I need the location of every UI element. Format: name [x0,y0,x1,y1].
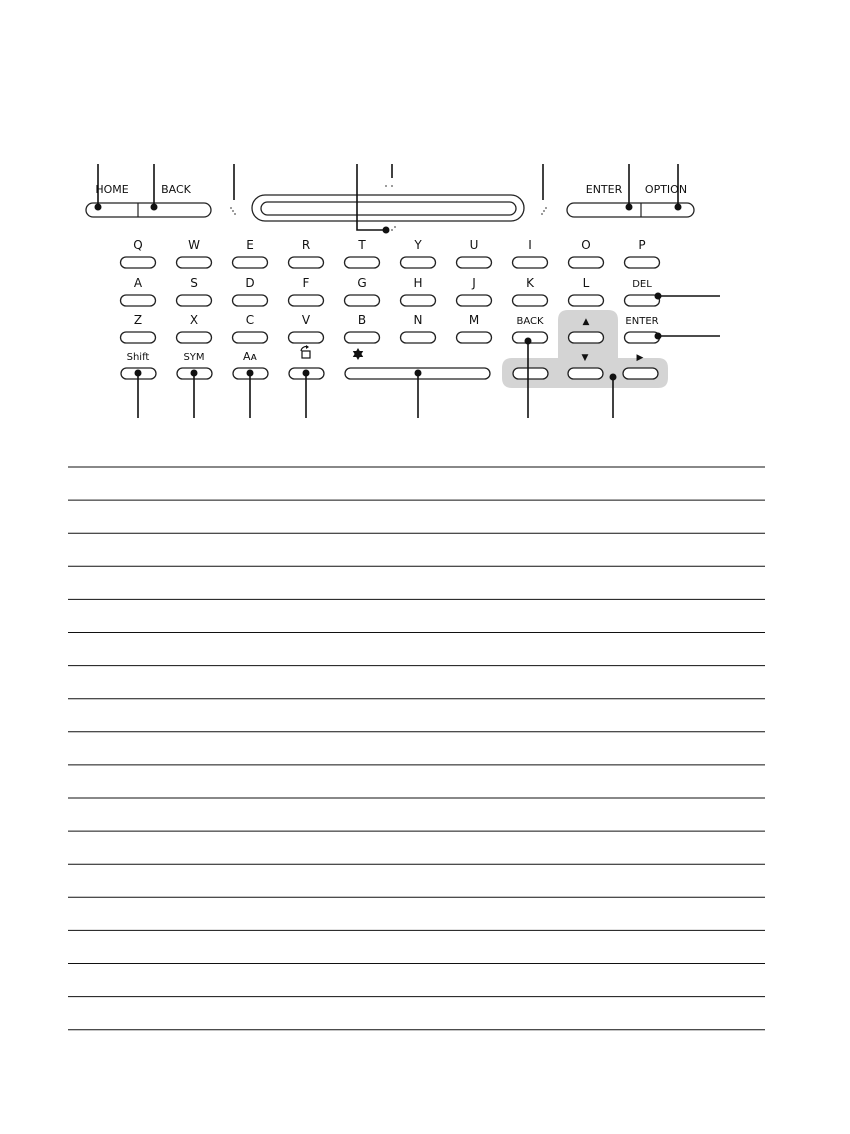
key-y[interactable] [401,257,436,268]
key-label-f: F [302,276,310,290]
key-label-x: X [189,313,199,327]
callout-enter-dot [655,333,662,340]
callout-back-key-dot [525,338,532,345]
key-label-u: U [469,238,479,252]
key-d[interactable] [233,295,268,306]
key-k[interactable] [513,295,548,306]
down-arrow-key[interactable] [568,368,603,379]
enter-label-top: ENTER [585,183,623,196]
top-bar [86,183,694,231]
key-label-k: K [526,276,534,290]
key-label-h: H [413,276,423,290]
key-h[interactable] [401,295,436,306]
key-u[interactable] [457,257,492,268]
callout-back-dot [151,204,158,211]
key-label-j: J [472,276,476,290]
key-label-e: E [246,238,254,252]
home-label: HOME [95,183,129,196]
key-a[interactable] [121,295,156,306]
key-c[interactable] [233,332,268,343]
touch-strip[interactable] [261,202,516,215]
key-l[interactable] [569,295,604,306]
home-back-key[interactable] [86,203,211,217]
right-arrow-key[interactable] [623,368,658,379]
key-r[interactable] [289,257,324,268]
key-label-l: L [582,276,590,290]
key-w[interactable] [177,257,212,268]
callout-sym-dot [191,370,198,377]
key-label-back: BACK [516,316,544,327]
gear-icon [353,348,363,360]
key-j[interactable] [457,295,492,306]
key-label-c: C [245,313,255,327]
key-label-y: Y [414,238,422,252]
callout-shift-dot [135,370,142,377]
rotate-icon [301,345,310,358]
callout-del-dot [655,293,662,300]
key-label-i: I [528,238,532,252]
callout-home-dot [95,204,102,211]
key-label-d: D [245,276,255,290]
key-label-w: W [188,238,200,252]
key-q[interactable] [121,257,156,268]
key-label-o: O [581,238,591,252]
key-label-up-arrow: ▲ [582,317,590,327]
key-m[interactable] [457,332,492,343]
right-arrow-label: ▶ [636,353,644,363]
key-n[interactable] [401,332,436,343]
key-label-m: M [468,313,480,327]
key-label-r: R [301,238,311,252]
callout-touch-strip-dot [383,227,390,234]
font-size-label: Aᴀ [242,350,258,363]
callout-enter-top-dot [626,204,633,211]
key-s[interactable] [177,295,212,306]
key-label-v: V [301,313,311,327]
key-f[interactable] [289,295,324,306]
key-del[interactable] [625,295,660,306]
left-arrow-key[interactable] [513,368,548,379]
key-enter[interactable] [625,332,660,343]
key-label-q: Q [133,238,143,252]
key-o[interactable] [569,257,604,268]
key-b[interactable] [345,332,380,343]
down-arrow-label: ▼ [581,353,589,363]
key-label-z: Z [133,313,143,327]
callout-space-dot [415,370,422,377]
key-v[interactable] [289,332,324,343]
key-e[interactable] [233,257,268,268]
sym-label: SYM [183,352,205,363]
key-label-a: A [133,276,143,290]
key-z[interactable] [121,332,156,343]
key-label-del: DEL [632,279,652,290]
callout-rotate-dot [303,370,310,377]
back-label: BACK [161,183,191,196]
key-p[interactable] [625,257,660,268]
ruled-lines [68,467,765,1030]
key-g[interactable] [345,295,380,306]
callout-font-size-dot [247,370,254,377]
key-x[interactable] [177,332,212,343]
key-label-s: S [190,276,198,290]
callout-nav-dot [610,374,617,381]
key-label-g: G [357,276,367,290]
key-label-enter: ENTER [625,316,659,327]
shift-label: Shift [126,352,150,363]
option-label: OPTION [644,183,688,196]
key-up-arrow[interactable] [569,332,604,343]
key-label-t: T [358,238,366,252]
key-t[interactable] [345,257,380,268]
key-label-b: B [357,313,367,327]
callout-option-dot [675,204,682,211]
key-label-n: N [413,313,423,327]
key-label-p: P [638,238,646,252]
key-i[interactable] [513,257,548,268]
